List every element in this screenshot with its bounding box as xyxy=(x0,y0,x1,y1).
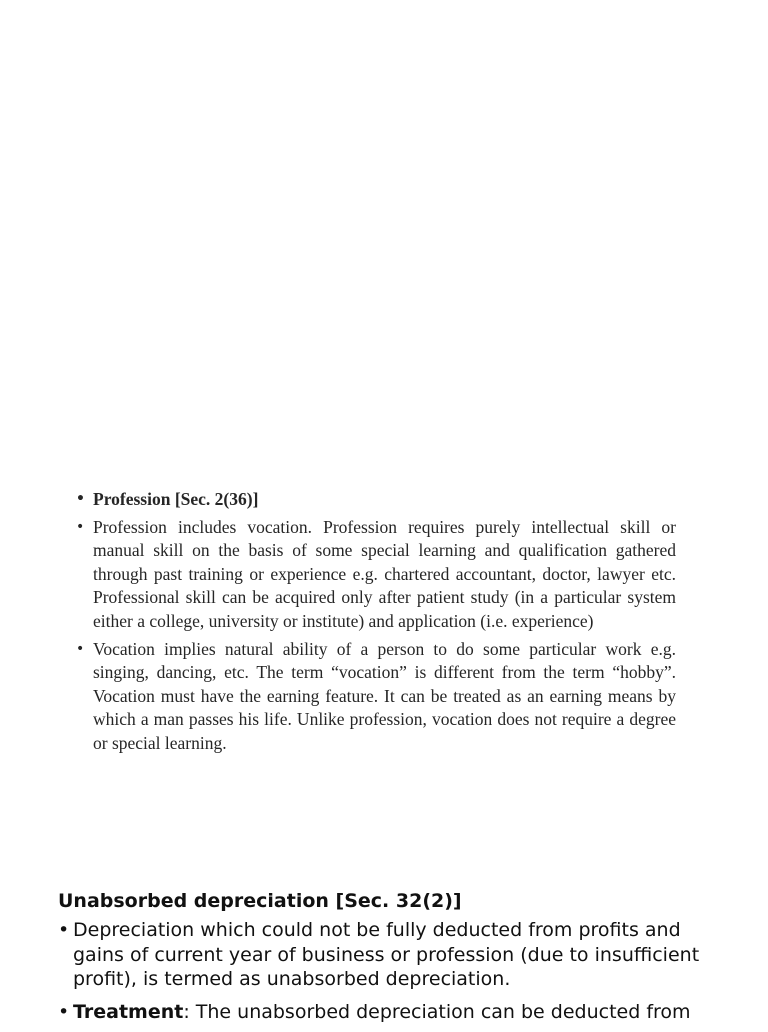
depreciation-list xyxy=(58,918,718,1024)
list-item xyxy=(76,638,676,756)
depreciation-definition-text: Depreciation which could not be fully deducted from profits and gains of current year of business or profession (due to insufficient profit), is termed as unabsorbed depreciation. xyxy=(73,919,700,990)
bullet-icon: • xyxy=(58,919,70,941)
bullet-icon: • xyxy=(76,640,85,657)
profession-heading xyxy=(76,488,676,512)
bullet-icon: • xyxy=(76,491,85,507)
profession-definition-text: Profession includes vocation. Profession requires purely intellectual skill or manual skill on the basis of some special learning and qualification gathered through past training or experience e.g. chartered accountant, doctor, lawyer etc. Professional skill can be acquired only after patient study (in a particular system either a college, university or institute) and application (i.e. experience) xyxy=(93,516,676,631)
bullet-icon: • xyxy=(58,1000,70,1023)
bullet-icon: • xyxy=(76,518,85,535)
profession-heading-text: Profession [Sec. 2(36)] xyxy=(93,489,259,509)
unabsorbed-depreciation-slide xyxy=(58,888,718,1032)
list-item xyxy=(58,918,718,992)
treatment-label: Treatment xyxy=(73,1000,184,1023)
profession-list xyxy=(76,488,676,756)
vocation-definition-text: Vocation implies natural ability of a person to do some particular work e.g. singing, dancing, etc. The term “vocation” is different from the term “hobby”. Vocation must have the earning feature. It can be treated as an earning means by which a man passes his life. Unlike profession, vocation does not require a degree or special learning. xyxy=(93,638,676,753)
profession-slide xyxy=(76,488,676,760)
list-item xyxy=(58,1000,718,1025)
slide-title: Unabsorbed depreciation [Sec. 32(2)] xyxy=(58,890,462,912)
treatment-text: : The unabsorbed depreciation can be deducted from xyxy=(183,1000,691,1023)
list-item xyxy=(76,516,676,634)
